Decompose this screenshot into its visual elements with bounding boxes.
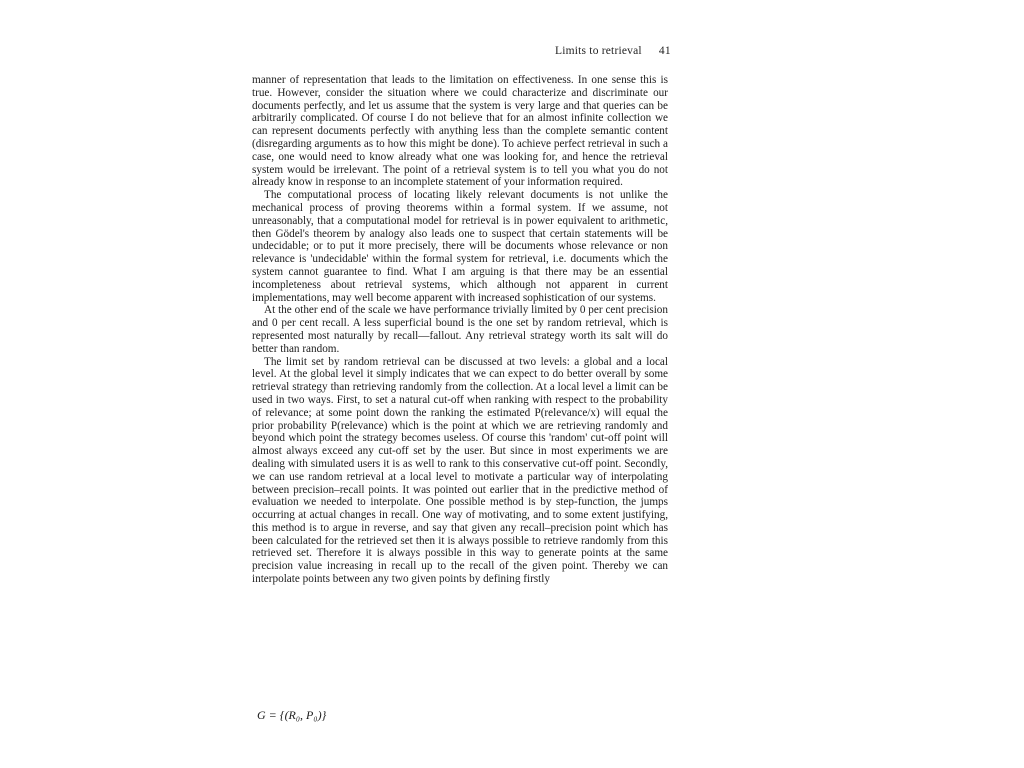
paragraph: The limit set by random retrieval can be discussed at two levels: a global and a local level. At the global level it simply indicates that we can expect to do better overall by some retrieval strategy than retrieving randomly from the collection. At a local level a limit can be used in two ways. First, to set a natural cut-off when ranking with respect to the probability of relevance; at some point down the ranking the estimated P(relevance/x) will equal the prior probability P(relevance) which is the point at which we are retrieving randomly and beyond which point the strategy becomes useless. Of course this 'random' cut-off point will almost always exceed any cut-off set by the user. But since in most experiments we are dealing with simulated users it is as well to rank to this conservative cut-off point. Secondly, we can use random retrieval at a local level to motivate a particular way of interpolating between precision–recall points. It was pointed out earlier that in the predictive method of evaluation we needed to interpolate. One possible method is by step-function, the jumps occurring at actual changes in recall. One way of motivating, and to some extent justifying, this method is to argue in reverse, and say that given any recall–precision point which has been calculated for the retrieved set then it is always possible to retrieve randomly from this retrieved set. Therefore it is always possible in this way to generate points at the same precision value increasing in recall up to the recall of the given point. Thereby we can interpolate points between any two given points by defining firstly bbox=[252, 355, 668, 586]
paragraph: At the other end of the scale we have performance trivially limited by 0 per cent precision and 0 per cent recall. A less superficial bound is the one set by random retrieval, which is represented most naturally by recall—fallout. Any retrieval strategy worth its salt will do better than random. bbox=[252, 304, 668, 355]
paragraph: The computational process of locating likely relevant documents is not unlike the mechanical process of proving theorems within a formal system. If we assume, not unreasonably, that a computational model for retrieval is in power equivalent to arithmetic, then Gödel's theorem by analogy also leads one to suspect that certain statements will be undecidable; or to put it more precisely, there will be documents whose relevance or non relevance is 'undecidable' within the formal system for retrieval, i.e. documents which the system cannot guarantee to find. What I am arguing is that there may be an essential incompleteness about retrieval systems, which although not apparent in current implementations, may well become apparent with increased sophistication of our systems. bbox=[252, 189, 668, 304]
formula: G = {(R₀, P₀)} bbox=[257, 708, 327, 722]
running-header bbox=[555, 45, 671, 57]
body-text bbox=[252, 74, 668, 586]
running-header-title: Limits to retrieval bbox=[555, 45, 642, 57]
page-number: 41 bbox=[658, 45, 671, 57]
paragraph: manner of representation that leads to the limitation on effectiveness. In one sense this is true. However, consider the situation where we could characterize and discriminate our documents perfectly, and let us assume that the system is very large and that queries can be arbitrarily complicated. Of course I do not believe that for an almost infinite collection we can represent documents perfectly with anything less than the complete semantic content (disregarding arguments as to how this might be done). To achieve perfect retrieval in such a case, one would need to know already what one was looking for, and hence the retrieval system would be irrelevant. The point of a retrieval system is to tell you what you do not already know in response to an incomplete statement of your information required. bbox=[252, 74, 668, 189]
